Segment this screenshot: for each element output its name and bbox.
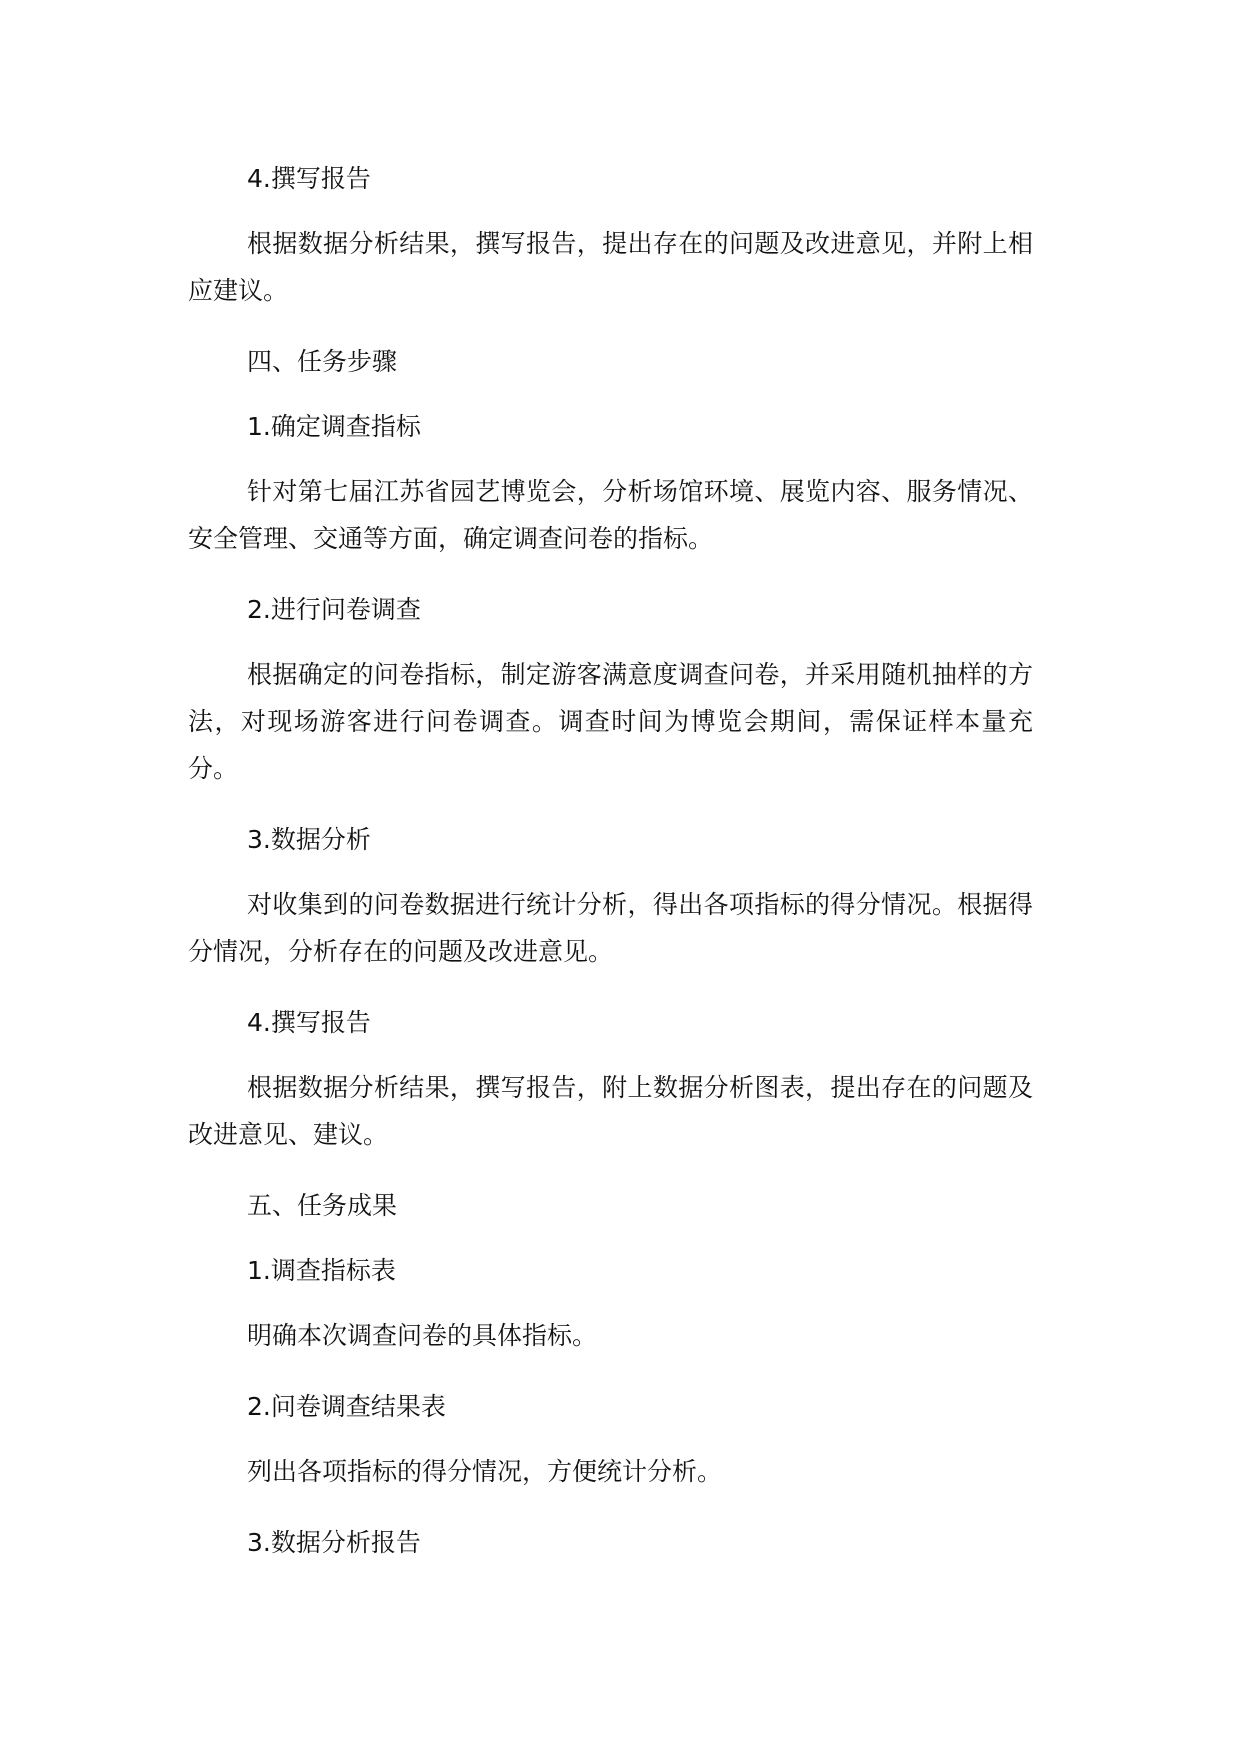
paragraph-questionnaire-survey: 根据确定的问卷指标，制定游客满意度调查问卷，并采用随机抽样的方法，对现场游客进行问卷调查。调查时间为博览会期间，需保证样本量充分。 — [188, 660, 1033, 783]
section-heading-write-report: 4.撰写报告 — [247, 164, 371, 193]
result-heading-survey-results-table: 2.问卷调查结果表 — [247, 1392, 446, 1421]
paragraph-data-analysis: 对收集到的问卷数据进行统计分析，得出各项指标的得分情况。根据得分情况，分析存在的问题及改进意见。 — [188, 890, 1033, 966]
step-heading-write-report: 4.撰写报告 — [247, 1008, 371, 1037]
paragraph-survey-results-table: 列出各项指标的得分情况，方便统计分析。 — [247, 1457, 723, 1486]
paragraph-indicator-table: 明确本次调查问卷的具体指标。 — [247, 1321, 598, 1350]
step-heading-questionnaire-survey: 2.进行问卷调查 — [247, 595, 421, 624]
section-heading-task-results: 五、任务成果 — [247, 1191, 398, 1220]
result-heading-data-analysis-report: 3.数据分析报告 — [247, 1528, 421, 1557]
result-heading-indicator-table: 1.调查指标表 — [247, 1256, 396, 1285]
paragraph-write-report-description: 根据数据分析结果，撰写报告，提出存在的问题及改进意见，并附上相应建议。 — [188, 229, 1033, 305]
paragraph-write-report: 根据数据分析结果，撰写报告，附上数据分析图表，提出存在的问题及改进意见、建议。 — [188, 1073, 1033, 1149]
step-heading-determine-indicators: 1.确定调查指标 — [247, 412, 421, 441]
section-heading-task-steps: 四、任务步骤 — [247, 347, 398, 376]
step-heading-data-analysis: 3.数据分析 — [247, 825, 371, 854]
paragraph-determine-indicators: 针对第七届江苏省园艺博览会，分析场馆环境、展览内容、服务情况、安全管理、交通等方面，确定调查问卷的指标。 — [188, 477, 1033, 553]
document-body — [188, 155, 1033, 1584]
